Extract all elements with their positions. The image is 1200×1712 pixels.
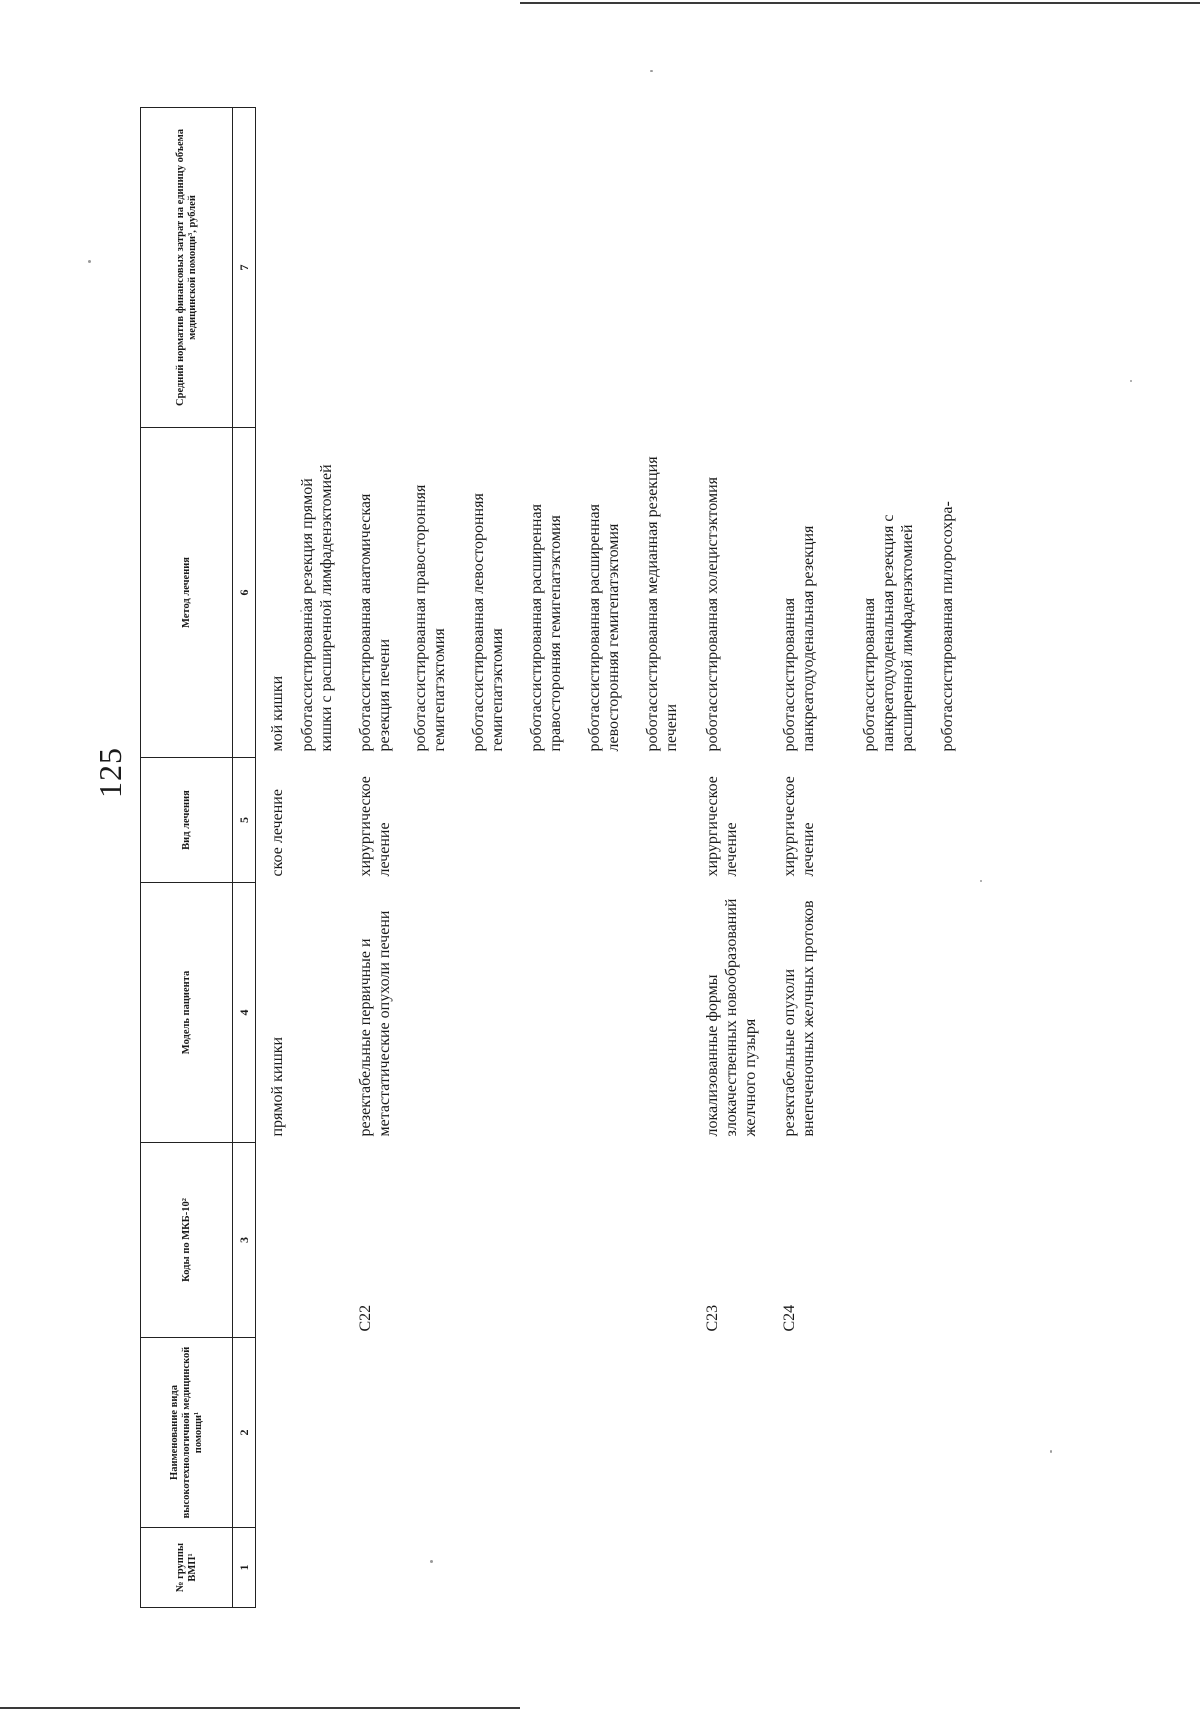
header-group-number: № группы ВМП¹ (141, 1528, 233, 1608)
treatment-type-cell: хирургическое лечение (704, 776, 740, 877)
treatment-methods-table (140, 107, 957, 1608)
scan-speck (650, 70, 653, 72)
header-treatment-method: Метод лечения (141, 428, 233, 758)
header-care-type: Наименование вида высокотехнологичной медицинской помощи¹ (141, 1338, 233, 1528)
method-item: роботассистированная расширенная правосторонняя гемигепатэктомия (528, 504, 564, 752)
method-item: роботассистированная холецистэктомия (704, 476, 721, 752)
column-number: 4 (233, 883, 256, 1143)
column-number: 1 (233, 1528, 256, 1608)
column-number: 6 (233, 428, 256, 758)
method-item: мой кишки (269, 675, 286, 752)
patient-model-cell: резектабельные первичные и метастатические опухоли печени (357, 910, 393, 1137)
icd-code-cell: C23 (704, 1304, 721, 1332)
treatment-type-cell: хирургическое лечение (357, 776, 393, 877)
treatment-type-cell: хирургическое лечение (781, 776, 817, 877)
method-item: роботассистированная пилоросохра- (939, 501, 956, 752)
method-item: роботассистированная расширенная левосторонняя гемигепатэктомия (586, 504, 622, 752)
header-financial-norm: Средний норматив финансовых затрат на единицу объема медицинской помощи³, рублей (141, 108, 233, 428)
icd-code-cell: C22 (357, 1304, 374, 1332)
method-item: роботассистированная панкреатодуоденальная резекция с расширенной лимфаденэктомией (861, 514, 916, 752)
patient-model-cell: локализованные формы злокачественных новообразований желчного пузыря (704, 898, 759, 1137)
method-item: роботассистированная панкреатодуоденальная резекция (781, 525, 817, 752)
treatment-type-cell: ское лечение (269, 789, 286, 877)
patient-model-cell: прямой кишки (269, 1036, 286, 1137)
icd-code-cell (256, 1143, 337, 1338)
column-number: 5 (233, 758, 256, 883)
page-number: 125 (92, 747, 128, 798)
table-row (256, 108, 337, 1608)
table-header-row (141, 108, 233, 1608)
method-item: роботассистированная анатомическая резекция печени (357, 493, 393, 752)
scan-edge-top (520, 2, 1200, 4)
header-icd-codes: Коды по МКБ-10² (141, 1143, 233, 1338)
method-item: роботассистированная медианная резекция печени (644, 456, 680, 752)
method-item: роботассистированная резекция прямой кишки с расширенной лимфаденэктомией (299, 464, 335, 752)
method-item: роботассистированная правосторонняя гемигепатэктомия (412, 484, 448, 752)
scan-speck (1130, 380, 1132, 382)
icd-code-cell: C24 (781, 1304, 798, 1332)
header-patient-model: Модель пациента (141, 883, 233, 1143)
scan-speck (88, 260, 91, 263)
scan-edge-bottom (0, 1707, 520, 1709)
column-number-row (233, 108, 256, 1608)
patient-model-cell: резектабельные опухоли внепеченочных желчных протоков (781, 900, 817, 1137)
table-row (760, 108, 957, 1608)
method-item: роботассистированная левосторонняя гемигепатэктомия (470, 493, 506, 752)
header-treatment-type: Вид лечения (141, 758, 233, 883)
column-number: 3 (233, 1143, 256, 1338)
table-row (681, 108, 760, 1608)
rotated-table-page (140, 108, 1110, 1608)
column-number: 7 (233, 108, 256, 428)
column-number: 2 (233, 1338, 256, 1528)
table-row (336, 108, 681, 1608)
